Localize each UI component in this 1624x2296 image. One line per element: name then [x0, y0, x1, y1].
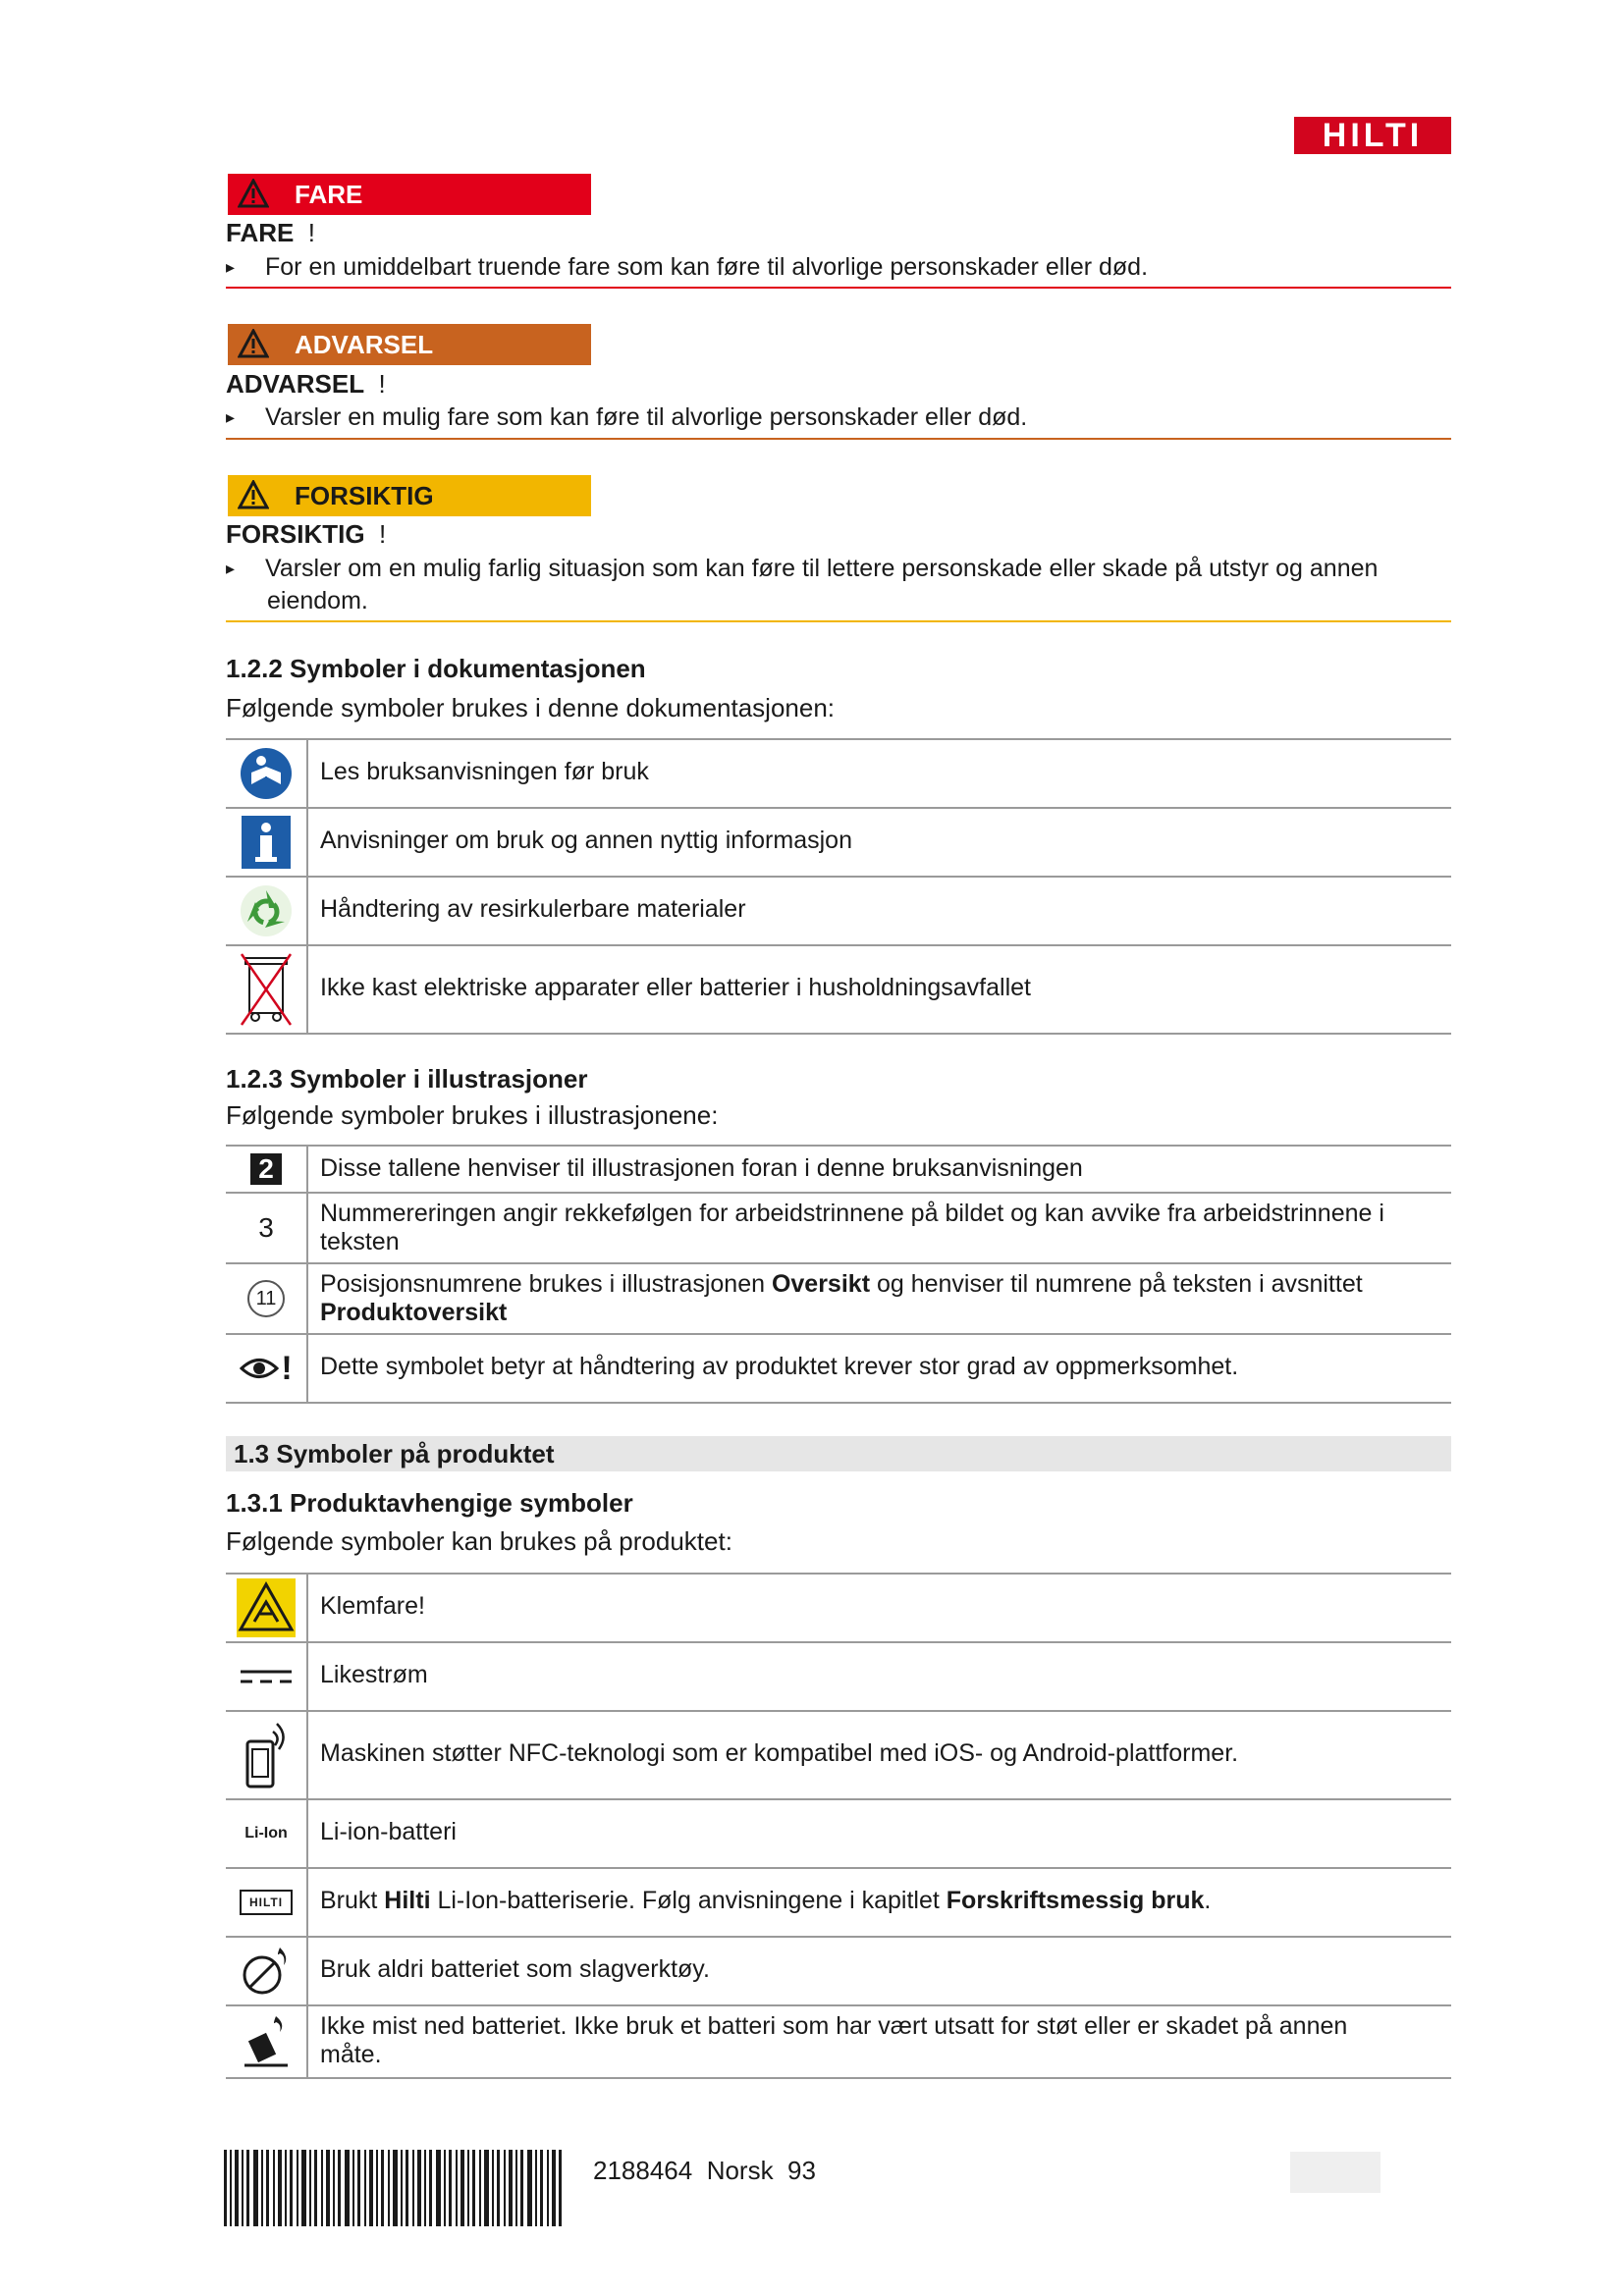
- table-row: [226, 1335, 1451, 1404]
- li-ion-label: Li-Ion: [244, 1825, 288, 1842]
- number-circle-glyph: 11: [247, 1280, 285, 1317]
- table-row: [226, 809, 1451, 878]
- hazard-heading: FARE !: [226, 218, 316, 247]
- row-text: Bruk aldri batteriet som slagverktøy.: [320, 1955, 710, 1983]
- li-ion-icon: [226, 1800, 308, 1867]
- table-row: [226, 1938, 1451, 2006]
- hilti-logo: HILTI: [1294, 117, 1451, 154]
- section-title: 1.3 Symboler på produktet: [234, 1439, 555, 1468]
- divider: [226, 287, 1451, 289]
- dropped-battery-icon: [226, 2006, 308, 2077]
- table-row: [226, 1643, 1451, 1712]
- divider: [226, 620, 1451, 622]
- no-hammer-icon: [226, 1938, 308, 2004]
- hazard-text: ▸ Varsler om en mulig farlig situasjon som kan føre til lettere personskade eller skade på utstyr og annen: [226, 555, 1379, 582]
- symbol-table-docs: [226, 738, 1451, 1035]
- hazard-label: FORSIKTIG: [295, 481, 434, 510]
- hazard-text: ▸ For en umiddelbart truende fare som kan føre til alvorlige personskader eller død.: [226, 253, 1149, 281]
- row-text: Posisjonsnumrene brukes i illustrasjonen Oversikt og henviser til numrene på teksten i avsnittet Produktoversikt: [320, 1270, 1363, 1326]
- barcode-icon: [224, 2150, 562, 2226]
- warning-triangle-icon: [238, 480, 269, 509]
- recycle-icon: [226, 878, 308, 944]
- table-row: [226, 1264, 1451, 1335]
- hazard-banner-warning: [228, 324, 591, 365]
- divider: [226, 438, 1451, 440]
- section-heading: 1.2.2 Symboler i dokumentasjonen: [226, 654, 646, 683]
- table-row: [226, 946, 1451, 1035]
- section-bar: [226, 1436, 1451, 1471]
- number-plain-glyph: 3: [258, 1212, 274, 1243]
- language: Norsk: [706, 2156, 774, 2185]
- attention-mark: !: [281, 1349, 293, 1387]
- footer-info: [593, 2156, 816, 2186]
- table-row: [226, 1145, 1451, 1194]
- hazard-label: FARE: [295, 180, 363, 209]
- table-row: [226, 1869, 1451, 1938]
- warning-triangle-icon: [238, 179, 269, 208]
- row-text: Li-ion-batteri: [320, 1818, 457, 1845]
- information-icon: [226, 809, 308, 876]
- row-text: Ikke mist ned batteriet. Ikke bruk et batteri som har vært utsatt for støt eller er skadet på annen måte.: [320, 2012, 1348, 2068]
- crossed-bin-icon: [226, 946, 308, 1033]
- hazard-heading: ADVARSEL !: [226, 369, 386, 399]
- table-row: [226, 1800, 1451, 1869]
- doc-number: 2188464: [593, 2156, 693, 2185]
- table-row: [226, 2006, 1451, 2079]
- direct-current-icon: [226, 1643, 308, 1710]
- number-box-glyph: 2: [250, 1153, 282, 1185]
- hazard-text-continued: eiendom.: [267, 587, 368, 614]
- symbol-table-product: [226, 1573, 1451, 2079]
- row-text: Håndtering av resirkulerbare materialer: [320, 895, 746, 923]
- number-circle-icon: [226, 1264, 308, 1333]
- warning-triangle-icon: [238, 329, 269, 358]
- number-box-icon: [226, 1147, 308, 1192]
- section-intro: Følgende symboler kan brukes på produktet:: [226, 1526, 732, 1556]
- hazard-text: ▸ Varsler en mulig fare som kan føre til alvorlige personskader eller død.: [226, 403, 1028, 431]
- hazard-heading: FORSIKTIG !: [226, 519, 387, 549]
- battery-label: HILTI: [240, 1890, 293, 1915]
- bullet-arrow-icon: ▸: [226, 559, 236, 578]
- pinch-hazard-icon: [226, 1575, 308, 1641]
- page-marker: [1290, 2152, 1380, 2193]
- bullet-arrow-icon: ▸: [226, 407, 236, 427]
- hazard-banner-caution: [228, 475, 591, 516]
- row-text: Nummereringen angir rekkefølgen for arbeidstrinnene på bildet og kan avvike fra arbeidstrinnene i teksten: [320, 1200, 1384, 1255]
- table-row: [226, 878, 1451, 946]
- row-text: Dette symbolet betyr at håndtering av produktet krever stor grad av oppmerksomhet.: [320, 1353, 1239, 1380]
- row-text: Ikke kast elektriske apparater eller batterier i husholdningsavfallet: [320, 974, 1031, 1001]
- eye-attention-icon: [226, 1335, 308, 1402]
- row-text: Klemfare!: [320, 1592, 425, 1620]
- row-text: Likestrøm: [320, 1661, 428, 1688]
- row-text: Brukt Hilti Li-Ion-batteriserie. Følg anvisningene i kapitlet Forskriftsmessig bruk.: [320, 1887, 1212, 1914]
- row-text: Maskinen støtter NFC-teknologi som er kompatibel med iOS- og Android-plattformer.: [320, 1739, 1239, 1767]
- bullet-arrow-icon: ▸: [226, 257, 236, 277]
- hilti-battery-icon: [226, 1869, 308, 1936]
- number-plain-icon: [226, 1194, 308, 1262]
- section-heading: 1.3.1 Produktavhengige symboler: [226, 1488, 633, 1518]
- nfc-phone-icon: [226, 1712, 308, 1798]
- read-manual-icon: [226, 740, 308, 807]
- section-intro: Følgende symboler brukes i denne dokumentasjonen:: [226, 693, 836, 722]
- hazard-banner-danger: [228, 174, 591, 215]
- section-intro: Følgende symboler brukes i illustrasjonene:: [226, 1100, 719, 1130]
- row-text: Disse tallene henviser til illustrasjonen foran i denne bruksanvisningen: [320, 1154, 1083, 1182]
- section-heading: 1.2.3 Symboler i illustrasjoner: [226, 1064, 588, 1094]
- table-row: [226, 738, 1451, 809]
- page-number: 93: [787, 2156, 816, 2185]
- row-text: Les bruksanvisningen før bruk: [320, 758, 649, 785]
- hazard-label: ADVARSEL: [295, 330, 434, 359]
- table-row: [226, 1194, 1451, 1264]
- symbol-table-illustrations: [226, 1145, 1451, 1404]
- table-row: [226, 1573, 1451, 1643]
- row-text: Anvisninger om bruk og annen nyttig informasjon: [320, 827, 852, 854]
- table-row: [226, 1712, 1451, 1800]
